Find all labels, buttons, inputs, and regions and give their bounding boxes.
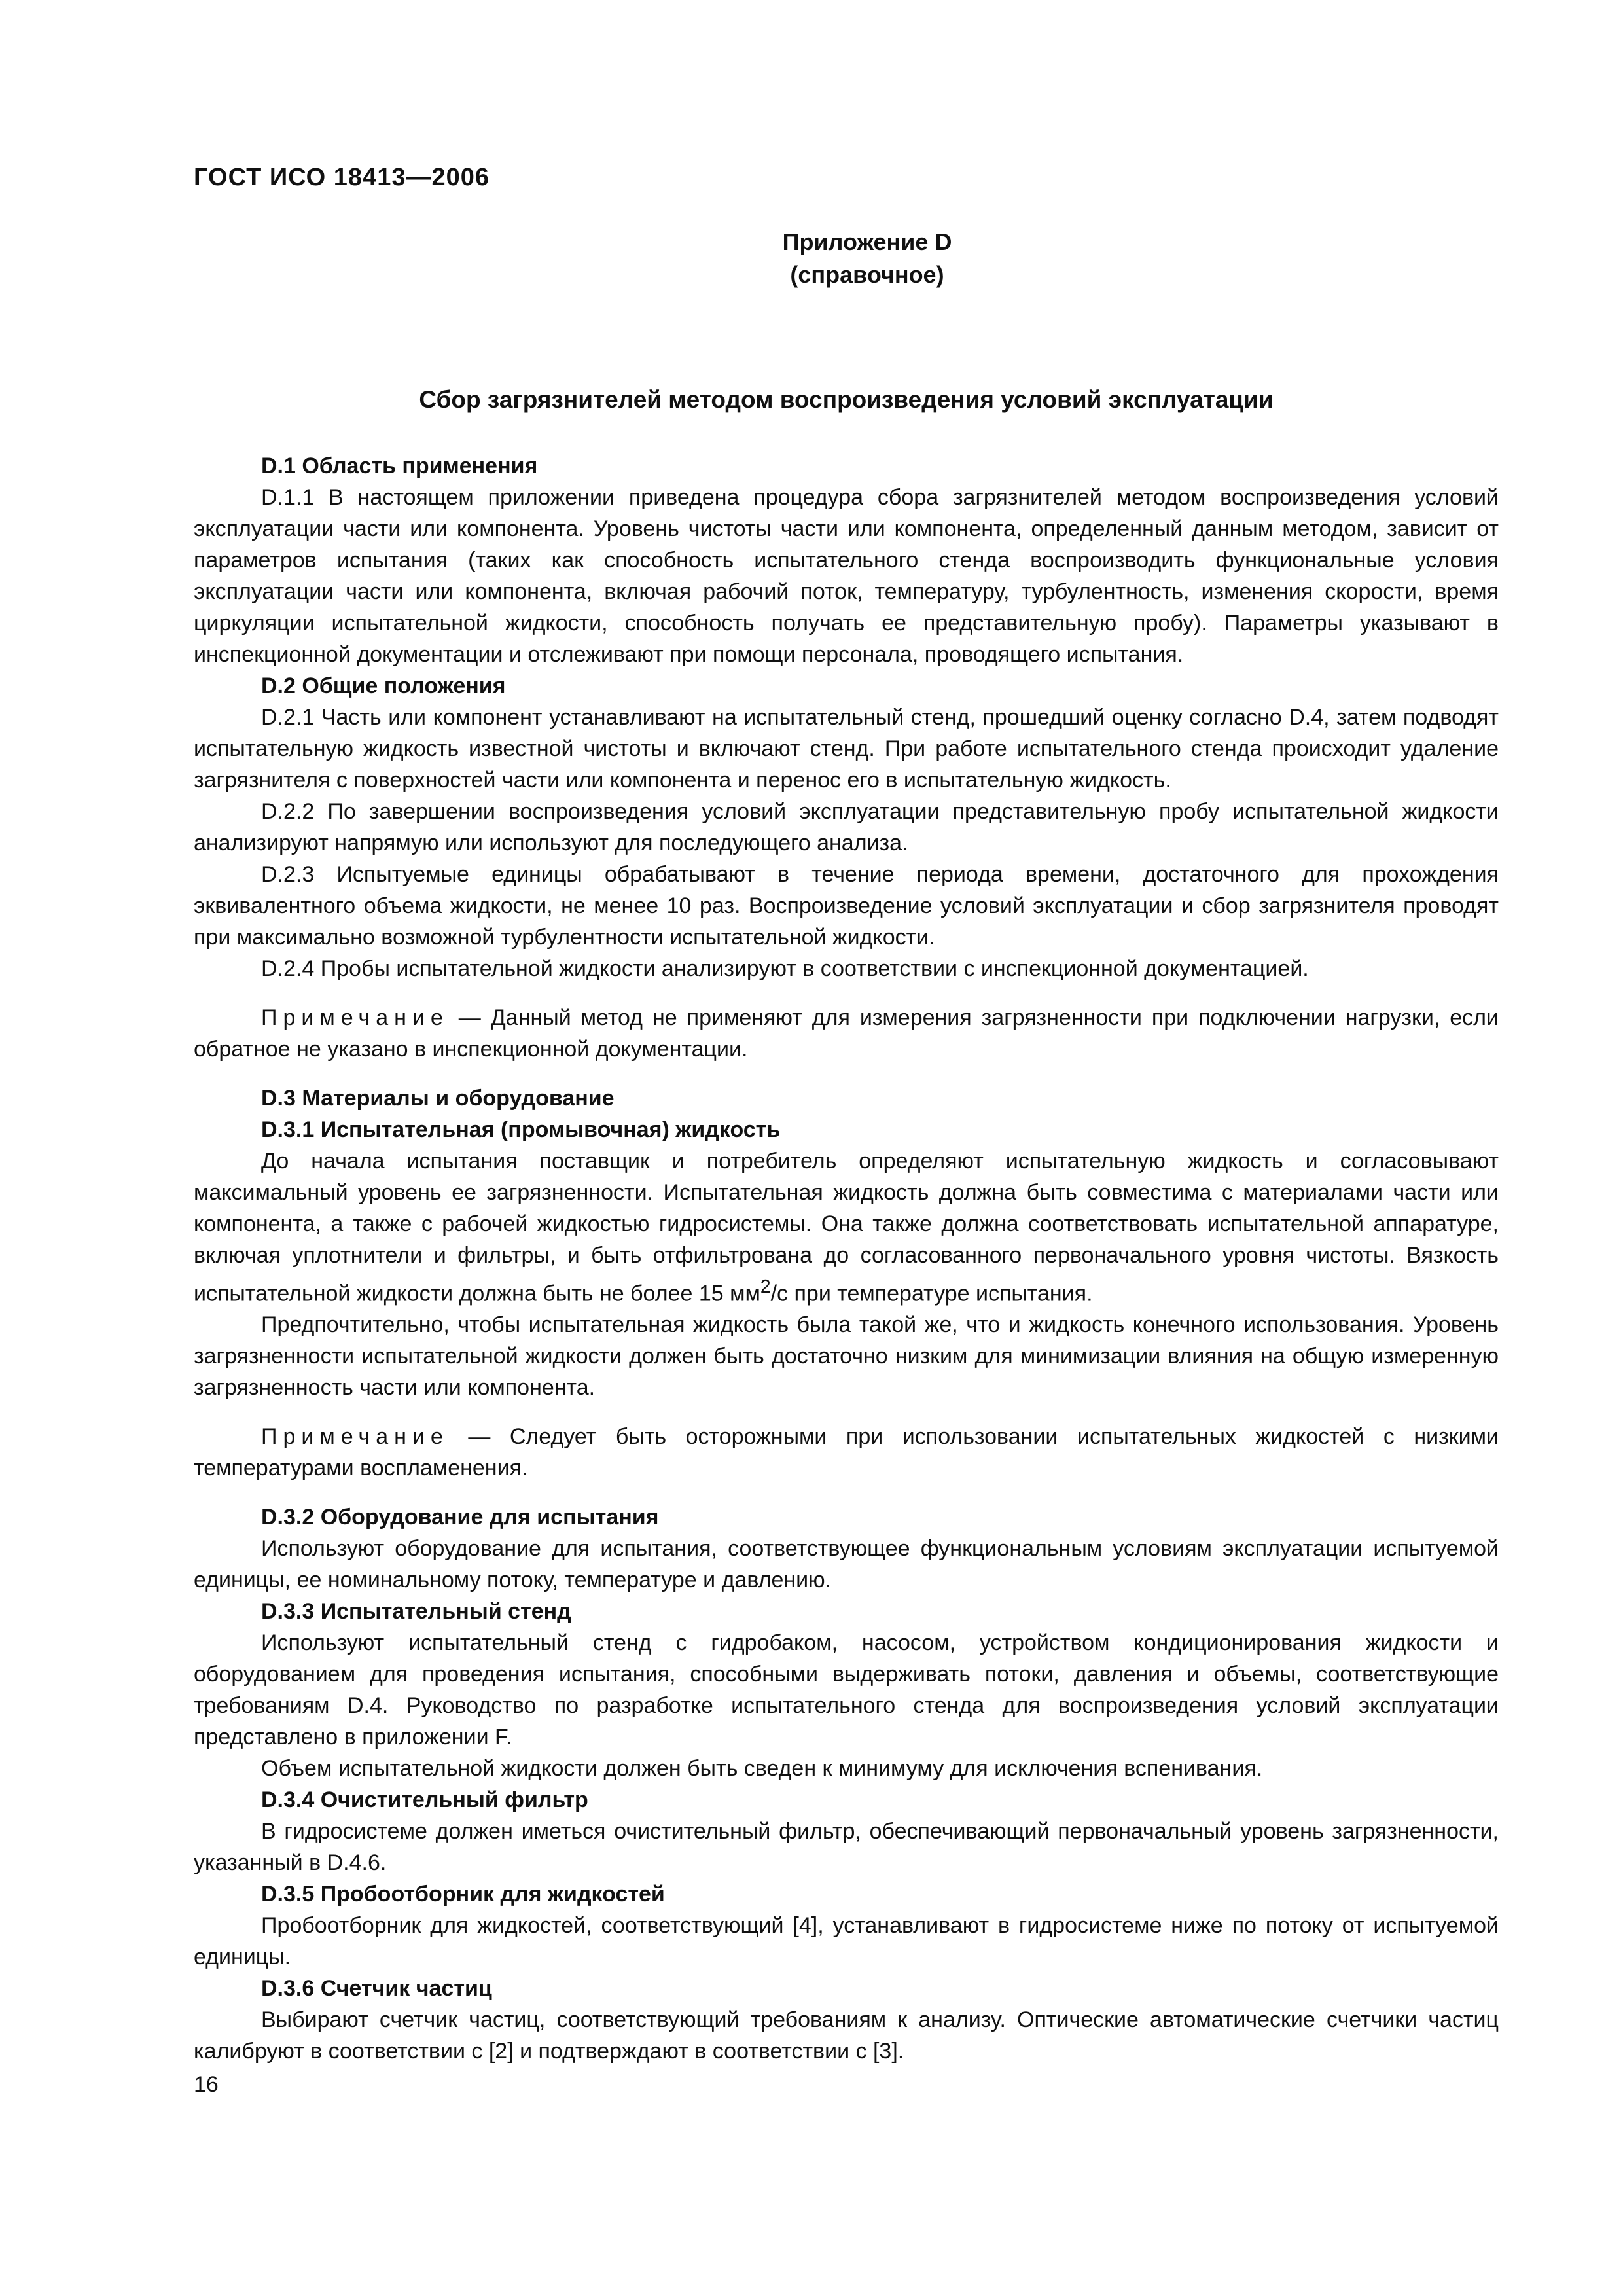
paragraph-d3-1-2: Предпочтительно, чтобы испытательная жидкость была такой же, что и жидкость конечного использования. Уровень загрязненности испытательной жидкости должен быть достаточно низким для минимизации влияния на общую измеренную загрязненность части или компонента. [194, 1312, 1499, 1401]
paragraph-d1-1: D.1.1 В настоящем приложении приведена процедура сбора загрязнителей методом воспроизведения условий эксплуатации части или компонента. Уровень чистоты части или компонента, определенный данным методом, зависит от параметров испытания (таких как способность испытательного стенда воспроизводить функциональные условия эксплуатации части или компонента, включая рабочий поток, температуру, турбулентность, изменения скорости, время циркуляции испытательной жидкости, способность получать ее представительную пробу). Параметры указывают в инспекционной документации и отслеживают при помощи персонала, проводящего испытания. [194, 485, 1499, 667]
paragraph-d3-6-1: Выбирают счетчик частиц, соответствующий требованиям к анализу. Оптические автоматические счетчики частиц калибруют в соответствии с [2] и подтверждают в соответствии с [3]. [194, 2007, 1499, 2064]
subsection-heading-d3-2: D.3.2 Оборудование для испытания [261, 1505, 659, 1530]
paragraph-d2-4: D.2.4 Пробы испытательной жидкости анализируют в соответствии с инспекционной документацией. [261, 956, 1309, 981]
note-text: — Данный метод не применяют для измерения загрязненности при подключении нагрузки, если обратное не указано в инспекционной документации. [194, 1005, 1499, 1062]
subsection-heading-d3-3: D.3.3 Испытательный стенд [261, 1599, 571, 1624]
subsection-heading-d3-5: D.3.5 Пробоотборник для жидкостей [261, 1882, 665, 1907]
paragraph-d2-3: D.2.3 Испытуемые единицы обрабатывают в течение периода времени, достаточного для прохождения эквивалентного объема жидкости, не менее 10 раз. Воспроизведение условий эксплуатации и сбор загрязнителя проводят при максимально возможной турбулентности испытательной жидкости. [194, 862, 1499, 950]
standard-code: ГОСТ ИСО 18413—2006 [194, 164, 490, 191]
subsection-heading-d3-4: D.3.4 Очистительный фильтр [261, 1787, 588, 1813]
paragraph-d2-1: D.2.1 Часть или компонент устанавливают на испытательный стенд, прошедший оценку согласно D.4, затем подводят испытательную жидкость известной чистоты и включают стенд. При работе испытательного стенда происходит удаление загрязнителя с поверхностей части или компонента и перенос его в испытательную жидкость. [194, 705, 1499, 793]
paragraph-d3-3-2: Объем испытательной жидкости должен быть сведен к минимуму для исключения вспенивания. [261, 1756, 1263, 1782]
document-body [194, 450, 1499, 2067]
note-d3-1 [194, 1421, 1499, 1484]
document-title: Сбор загрязнителей методом воспроизведения условий эксплуатации [419, 386, 1274, 413]
section-heading-d1: D.1 Область применения [261, 454, 538, 478]
superscript: 2 [760, 1276, 771, 1297]
paragraph-d2-2: D.2.2 По завершении воспроизведения условий эксплуатации представительную пробу испытательной жидкости анализируют напрямую или используют для последующего анализа. [194, 799, 1499, 855]
note-text: — Следует быть осторожными при использовании испытательных жидкостей с низкими температурами воспламенения. [194, 1424, 1499, 1481]
note-label: Примечание [261, 1005, 449, 1030]
paragraph-d3-3-1: Используют испытательный стенд с гидробаком, насосом, устройством кондиционирования жидкости и оборудованием для проведения испытания, способными выдерживать потоки, давления и объемы, соответствующие требованиям D.4. Руководство по разработке испытательного стенда для воспроизведения условий эксплуатации представлено в приложении F. [194, 1630, 1499, 1750]
paragraph-d3-5-1: Пробоотборник для жидкостей, соответствующий [4], устанавливают в гидросистеме ниже по потоку от испытуемой единицы. [194, 1913, 1499, 1970]
subsection-heading-d3-1: D.3.1 Испытательная (промывочная) жидкость [261, 1117, 781, 1142]
paragraph-d3-2-1: Используют оборудование для испытания, соответствующее функциональным условиям эксплуатации испытуемой единицы, ее номинальному потоку, температуре и давлению. [194, 1536, 1499, 1593]
page-number: 16 [194, 2072, 219, 2097]
annex-heading [720, 226, 1014, 291]
subsection-heading-d3-6: D.3.6 Счетчик частиц [261, 1976, 492, 2001]
section-heading-d2: D.2 Общие положения [261, 673, 506, 698]
note-label: Примечание [261, 1424, 449, 1450]
annex-title: Приложение D [782, 228, 952, 255]
section-heading-d3: D.3 Материалы и оборудование [261, 1086, 615, 1111]
annex-type: (справочное) [790, 261, 944, 288]
note-d2 [194, 1002, 1499, 1065]
paragraph-d3-4-1: В гидросистеме должен иметься очистительный фильтр, обеспечивающий первоначальный уровень загрязненности, указанный в D.4.6. [194, 1819, 1499, 1876]
paragraph-d3-1-1: До начала испытания поставщик и потребитель определяют испытательную жидкость и согласовывают максимальный уровень ее загрязненности. Испытательная жидкость должна быть совместима с материалами части или компонента, а также с рабочей жидкостью гидросистемы. Она также должна соответствовать испытательной аппаратуре, включая уплотнители и фильтры, и быть отфильтрована до согласованного первоначального уровня чистоты. Вязкость испытательной жидкости должна быть не более 15 $мм^2/с$ при температуре испытания. [194, 1149, 1499, 1306]
